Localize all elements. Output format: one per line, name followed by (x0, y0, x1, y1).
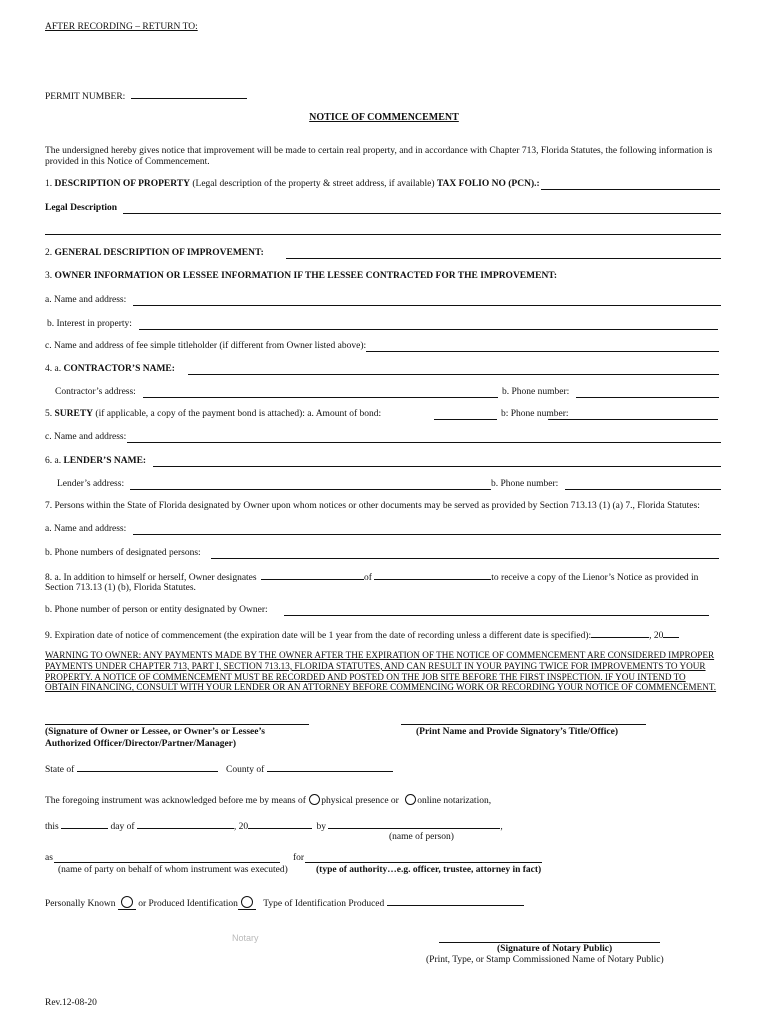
item8-phone-label: b. Phone number of person or entity designated by Owner: (45, 605, 268, 615)
date-row: this day of , 20 by , (45, 822, 503, 832)
permit-number-row (45, 90, 247, 102)
legal-description-field[interactable] (123, 213, 721, 214)
item8-line2: Section 713.13 (1) (b), Florida Statutes. (45, 583, 196, 593)
interest-field[interactable] (139, 329, 718, 330)
day-field[interactable] (61, 820, 108, 829)
interest-label: b. Interest in property: (47, 319, 132, 329)
designee-phone-field[interactable] (211, 558, 719, 559)
county-field[interactable] (267, 763, 393, 772)
by-person-field[interactable] (328, 820, 500, 829)
owner-name-field[interactable] (133, 305, 721, 306)
contractor-phone-label: b. Phone number: (502, 387, 570, 397)
name-of-person-caption: (name of person) (389, 832, 454, 842)
surety-phone-label: b: Phone number: (501, 409, 569, 419)
permit-number-field[interactable] (131, 90, 247, 99)
contractor-name-field[interactable] (188, 374, 719, 375)
warning-to-owner: WARNING TO OWNER: ANY PAYMENTS MADE BY THE OWNER AFTER THE EXPIRATION OF THE NOTICE OF COMMENCEMENT ARE CONSIDERED IMPROPER PAYMENTS UNDER CHAPTER 713, PART I, SECTION 713.13, FLORIDA STATUTES, AND CAN RESULT IN YOUR PAYING TWICE FOR IMPROVEMENTS TO YOUR PROPERTY. A NOTICE OF COMMENCEMENT MUST BE RECORDED AND POSTED ON THE JOB SITE BEFORE THE FIRST INSPECTION. IF YOU INTEND TO OBTAIN FINANCING, CONSULT WITH YOUR LENDER OR AN ATTORNEY BEFORE COMMENCING WORK OR RECORDING YOUR NOTICE OF COMMENCEMENT. (45, 650, 717, 693)
surety-phone-field[interactable] (548, 419, 718, 420)
contractor-phone-field[interactable] (576, 397, 719, 398)
item8-row: 8. a. In addition to himself or herself, Owner designates of to receive a copy of the Lienor’s Notice as provided in (45, 573, 699, 583)
personally-known-radio[interactable] (121, 896, 133, 908)
surety-name-label: c. Name and address: (45, 432, 127, 442)
permit-number-label: PERMIT NUMBER: (45, 92, 126, 102)
intro-line-1: The undersigned hereby gives notice that improvement will be made to certain real property, and in accordance with Chapter 713, Florida Statutes, the following information is (45, 146, 713, 156)
item4-row: 4. a. CONTRACTOR’S NAME: (45, 364, 175, 374)
item5-row: 5. SURETY (if applicable, a copy of the payment bond is attached): a. Amount of bond: (45, 409, 382, 419)
owner-signature-caption-2: Authorized Officer/Director/Partner/Manager) (45, 739, 237, 749)
notary-watermark: Notary (232, 933, 259, 943)
lender-name-field[interactable] (153, 466, 721, 467)
lender-address-label: Lender’s address: (57, 479, 125, 489)
document-title: NOTICE OF COMMENCEMENT (309, 112, 459, 123)
lender-name-label: LENDER’S NAME: (63, 456, 147, 466)
state-row: State of County of (45, 763, 393, 775)
authority-caption: (type of authority…e.g. officer, trustee, attorney in fact) (316, 865, 542, 875)
owner-designee-field[interactable] (261, 571, 364, 580)
legal-description-field-2[interactable] (45, 234, 721, 235)
designee-phone-label: b. Phone numbers of designated persons: (45, 548, 201, 558)
revision-label: Rev.12-08-20 (45, 998, 97, 1008)
identification-row: Personally Known or Produced Identification Type of Identification Produced (45, 896, 524, 910)
item1-row: 1. DESCRIPTION OF PROPERTY (Legal description of the property & street address, if available) TAX FOLIO NO (PCN).: (45, 179, 540, 189)
online-notarization-radio[interactable] (405, 794, 416, 805)
bond-amount-field[interactable] (434, 419, 497, 420)
item3-row: 3. OWNER INFORMATION OR LESSEE INFORMATION IF THE LESSEE CONTRACTED FOR THE IMPROVEMENT: (45, 271, 558, 281)
expiration-year-field[interactable] (663, 629, 679, 638)
contractor-address-field[interactable] (143, 397, 498, 398)
intro-line-2: provided in this Notice of Commencement. (45, 157, 210, 167)
state-field[interactable] (77, 763, 218, 772)
titleholder-label: c. Name and address of fee simple titleholder (if different from Owner listed above): (45, 341, 367, 351)
designee-name-label: a. Name and address: (45, 524, 127, 534)
id-type-field[interactable] (387, 897, 524, 906)
month-field[interactable] (137, 820, 234, 829)
tax-folio-field[interactable] (541, 189, 720, 190)
print-name-caption: (Print Name and Provide Signatory’s Title/Office) (416, 727, 619, 737)
item2-row: 2. GENERAL DESCRIPTION OF IMPROVEMENT: (45, 248, 264, 258)
notary-print-caption: (Print, Type, or Stamp Commissioned Name of Notary Public) (426, 955, 664, 965)
improvement-description-field[interactable] (286, 258, 721, 259)
surety-label: SURETY (54, 409, 94, 419)
surety-name-field[interactable] (127, 442, 721, 443)
contractor-name-label: CONTRACTOR’S NAME: (63, 364, 175, 374)
designee-of-field[interactable] (374, 571, 491, 580)
party-caption: (name of party on behalf of whom instrument was executed) (58, 865, 288, 875)
owner-name-label: a. Name and address: (45, 295, 127, 305)
print-name-line[interactable] (401, 724, 646, 725)
owner-signature-caption-1: (Signature of Owner or Lessee, or Owner’s or Lessee’s (45, 727, 265, 737)
item6-row: 6. a. LENDER’S NAME: (45, 456, 147, 466)
legal-description-label: Legal Description (45, 203, 118, 213)
item2-label: GENERAL DESCRIPTION OF IMPROVEMENT: (54, 248, 264, 258)
party-field[interactable] (54, 862, 280, 863)
item1-label: DESCRIPTION OF PROPERTY (54, 179, 190, 189)
physical-presence-radio[interactable] (309, 794, 320, 805)
expiration-date-field[interactable] (591, 629, 649, 638)
lender-phone-field[interactable] (565, 489, 721, 490)
produced-identification-radio[interactable] (241, 896, 253, 908)
designee-name-field[interactable] (133, 534, 721, 535)
item7-text: 7. Persons within the State of Florida designated by Owner upon whom notices or other documents may be served as provided by Section 713.13 (1) (a) 7., Florida Statutes: (45, 501, 700, 511)
item9-row: 9. Expiration date of notice of commencement (the expiration date will be 1 year from the date of recording unless a different date is specified): , 20 (45, 629, 679, 641)
lender-address-field[interactable] (130, 489, 491, 490)
year-field[interactable] (248, 820, 312, 829)
authority-field[interactable] (305, 862, 542, 863)
item8-phone-field[interactable] (284, 615, 709, 616)
as-label: as (45, 853, 53, 863)
return-to-label: AFTER RECORDING – RETURN TO: (45, 22, 198, 32)
item3-label: OWNER INFORMATION OR LESSEE INFORMATION IF THE LESSEE CONTRACTED FOR THE IMPROVEMENT: (54, 271, 558, 281)
ack-row: The foregoing instrument was acknowledged before me by means of physical presence or online notarization, (45, 796, 492, 806)
notary-signature-line[interactable] (439, 942, 660, 943)
contractor-address-label: Contractor’s address: (55, 387, 136, 397)
lender-phone-label: b. Phone number: (491, 479, 559, 489)
for-label: for (293, 853, 305, 863)
owner-signature-line[interactable] (45, 724, 309, 725)
notary-signature-caption: (Signature of Notary Public) (497, 944, 613, 954)
titleholder-field[interactable] (366, 351, 719, 352)
